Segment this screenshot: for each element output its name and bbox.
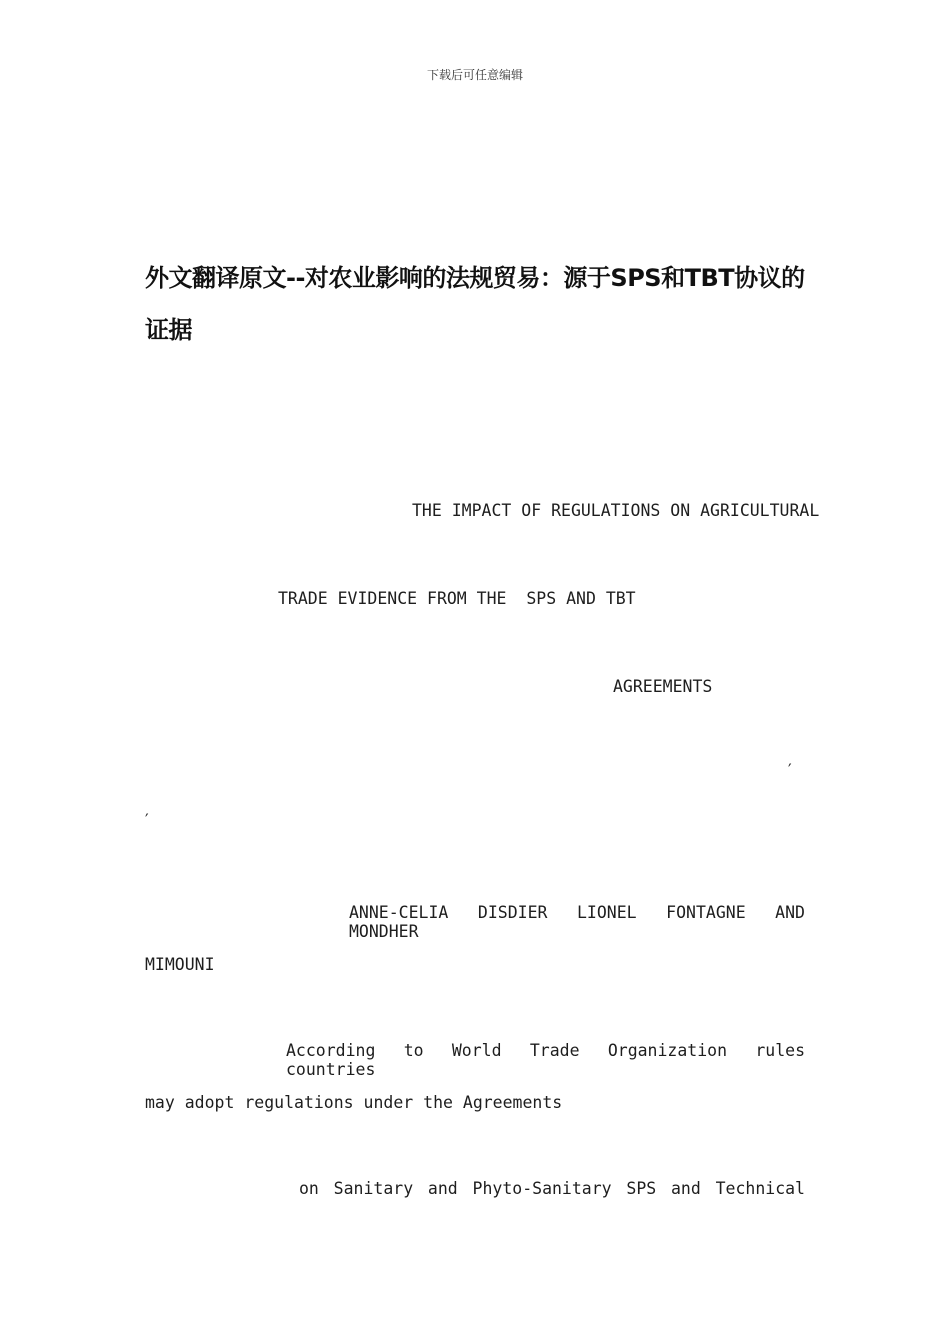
prime-mark-1: ′ xyxy=(788,760,792,779)
body-paragraph-1-line-2: may adopt regulations under the Agreements xyxy=(145,1093,563,1112)
document-title: 外文翻译原文--对农业影响的法规贸易：源于SPS和TBT协议的证据 xyxy=(145,264,805,344)
body-paragraph-1-line-1: According to World Trade Organization rules countries xyxy=(286,1041,805,1079)
header-note: 下载后可任意编辑 xyxy=(426,68,523,82)
english-title-line-3: AGREEMENTS xyxy=(613,677,713,696)
body-paragraph-2-line-1: on Sanitary and Phyto-Sanitary SPS and Technical xyxy=(299,1179,805,1198)
english-title-line-2: TRADE EVIDENCE FROM THE SPS AND TBT xyxy=(278,589,636,608)
english-title-line-1: THE IMPACT OF REGULATIONS ON AGRICULTURAL xyxy=(412,501,820,520)
prime-mark-2: ′ xyxy=(145,810,149,829)
authors-line-2: MIMOUNI xyxy=(145,955,215,974)
authors-line-1: ANNE-CELIA DISDIER LIONEL FONTAGNE AND MONDHER xyxy=(349,903,805,941)
